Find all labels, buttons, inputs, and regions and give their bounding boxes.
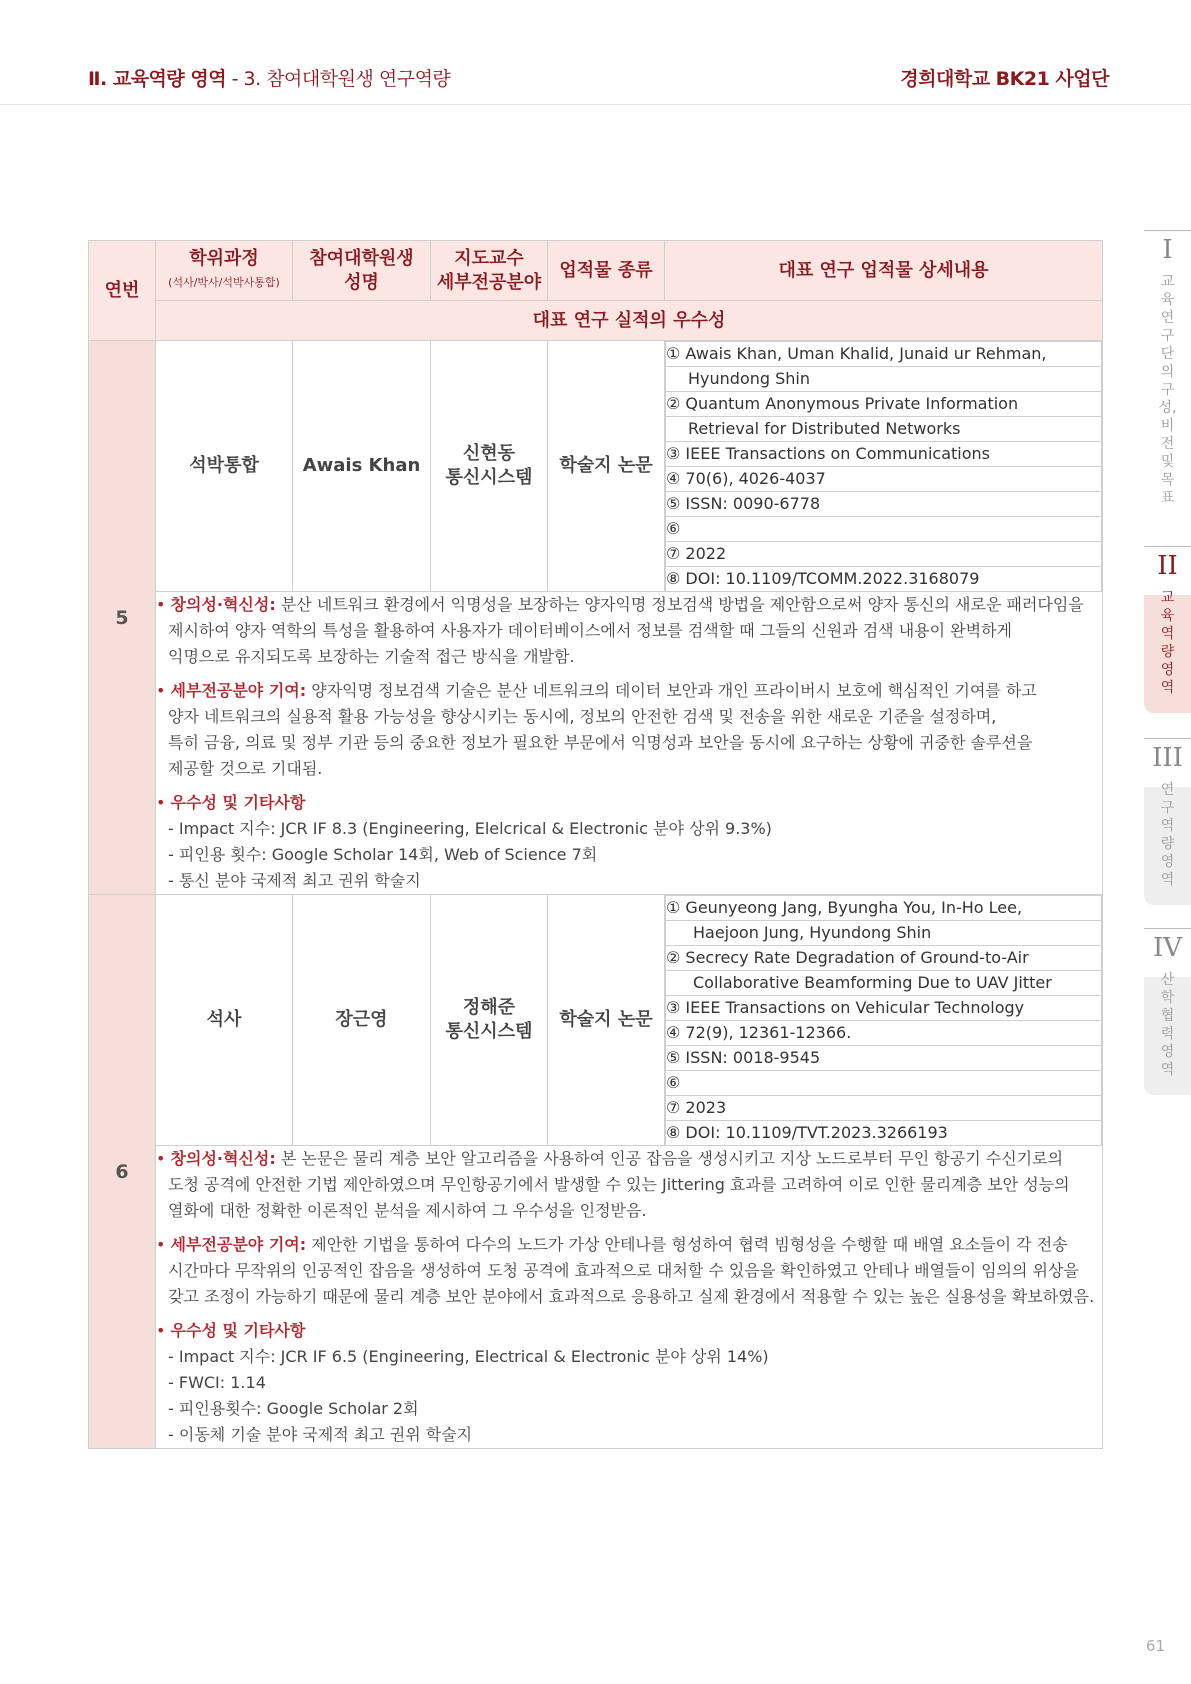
detail-item: ⑧ DOI: 10.1109/TCOMM.2022.3168079 <box>666 567 1102 592</box>
type-cell: 학술지 논문 <box>548 341 665 592</box>
row-number: 6 <box>89 895 156 1449</box>
detail-item: ③ IEEE Transactions on Communications <box>666 442 1102 467</box>
detail-item: Collaborative Beamforming Due to UAV Jitter <box>666 971 1102 996</box>
contribution-paragraph: • 세부전공분야 기여: 제안한 기법을 통하여 다수의 노드가 가상 안테나를 형성하여 협력 빔형성을 수행할 때 배열 요소들이 각 전송 시간마다 무작위의 인공적인 잡음을 생성하여 도청 공격에 효과적으로 대처할 수 있음을 확인하였고 안테나 배열들이 임의의 위상을 갖고 조정이 가능하기 때문에 물리 계층 보안 분야에서 효과적으로 응용하고 실제 환경에서 적용할 수 있는 높은 실용성을 확보하였음. <box>156 1235 1095 1306</box>
etc-paragraph: • 우수성 및 기타사항 - Impact 지수: JCR IF 8.3 (Engineering, Elelcrical & Electronic 분야 상위 9.3%) - 피인용 횟수: Google Scholar 14회, Web of Science 7회 - 통신 분야 국제적 최고 권위 학술지 <box>156 793 772 890</box>
col-header-type: 업적물 종류 <box>548 241 665 301</box>
col-header-advisor: 지도교수 세부전공분야 <box>431 241 548 301</box>
creativity-paragraph: • 창의성·혁신성: 분산 네트워크 환경에서 익명성을 보장하는 양자익명 정보검색 방법을 제안함으로써 양자 통신의 새로운 패러다임을 제시하여 양자 역학의 특성을 활용하여 사용자가 데이터베이스에서 정보를 검색할 때 그들의 신원과 검색 내용이 완벽하게 익명으로 유지되도록 보장하는 기술적 접근 방식을 개발함. <box>156 595 1084 666</box>
detail-item: ⑦ 2022 <box>666 542 1102 567</box>
detail-item: ② Quantum Anonymous Private Information <box>666 392 1102 417</box>
detail-item: ④ 70(6), 4026-4037 <box>666 467 1102 492</box>
contribution-paragraph: • 세부전공분야 기여: 양자익명 정보검색 기술은 분산 네트워크의 데이터 보안과 개인 프라이버시 보호에 핵심적인 기여를 하고 양자 네트워크의 실용적 활용 가능성을 향상시키는 동시에, 정보의 안전한 검색 및 전송을 위한 새로운 기준을 설정하며, 특히 금융, 의료 및 정부 기관 등의 중요한 정보가 필요한 부문에서 익명성과 보안을 동시에 요구하는 상황에 귀중한 솔루션을 제공할 것으로 기대됨. <box>156 681 1037 778</box>
section-title: Ⅱ. 교육역량 영역 - 3. 참여대학원생 연구역량 <box>88 68 451 90</box>
row-number: 5 <box>89 341 156 895</box>
type-cell: 학술지 논문 <box>548 895 665 1146</box>
etc-paragraph: • 우수성 및 기타사항 - Impact 지수: JCR IF 6.5 (Engineering, Electrical & Electronic 분야 상위 14%) - FWCI: 1.14 - 피인용횟수: Google Scholar 2회 - 이동체 기술 분야 국제적 최고 권위 학술지 <box>156 1321 769 1444</box>
detail-item: ⑥ <box>666 1071 1102 1096</box>
detail-item: ① Awais Khan, Uman Khalid, Junaid ur Rehman, <box>666 342 1102 367</box>
advisor-cell: 정해준 통신시스템 <box>431 895 548 1146</box>
detail-item: Haejoon Jung, Hyundong Shin <box>666 921 1102 946</box>
header-divider <box>0 104 1191 105</box>
creativity-paragraph: • 창의성·혁신성: 본 논문은 물리 계층 보안 알고리즘을 사용하여 인공 잡음을 생성시키고 지상 노드로부터 무인 항공기 수신기로의 도청 공격에 안전한 기법 제안하였으며 무인항공기에서 발생할 수 있는 Jittering 효과를 고려하여 이로 인한 물리계층 보안 성능의 열화에 대한 정확한 이론적인 분석을 제시하여 그 우수성을 인정받음. <box>156 1149 1070 1220</box>
page-number: 61 <box>1145 1637 1165 1655</box>
col-header-detail: 대표 연구 업적물 상세내용 <box>665 241 1103 301</box>
detail-item: ④ 72(9), 12361-12366. <box>666 1021 1102 1046</box>
col-header-degree: 학위과정 (석사/박사/석박사통합) <box>156 241 293 301</box>
col-header-student: 참여대학원생 성명 <box>293 241 431 301</box>
degree-cell: 석사 <box>156 895 293 1146</box>
organization-title: 경희대학교 BK21 사업단 <box>900 68 1109 90</box>
side-tab-4[interactable]: IV 산학협력 영역 <box>1144 928 1191 1095</box>
advisor-cell: 신현동 통신시스템 <box>431 341 548 592</box>
detail-item: ⑤ ISSN: 0018-9545 <box>666 1046 1102 1071</box>
detail-item: Hyundong Shin <box>666 367 1102 392</box>
detail-item: ⑤ ISSN: 0090-6778 <box>666 492 1102 517</box>
detail-item: ⑧ DOI: 10.1109/TVT.2023.3266193 <box>666 1121 1102 1146</box>
detail-item: Retrieval for Distributed Networks <box>666 417 1102 442</box>
detail-item: ⑥ <box>666 517 1102 542</box>
excellence-cell <box>156 592 1103 895</box>
detail-list <box>665 341 1102 591</box>
detail-item: ③ IEEE Transactions on Vehicular Technology <box>666 996 1102 1021</box>
side-tab-2[interactable]: II 교육역량 영역 <box>1144 546 1191 713</box>
detail-list <box>665 895 1102 1145</box>
degree-cell: 석박통합 <box>156 341 293 592</box>
excellence-cell <box>156 1146 1103 1449</box>
side-tab-3[interactable]: III 연구역량 영역 <box>1144 738 1191 905</box>
student-cell: Awais Khan <box>293 341 431 592</box>
col-header-excellence: 대표 연구 실적의 우수성 <box>156 301 1103 341</box>
achievements-table <box>88 240 1103 1449</box>
side-tab-1[interactable]: I 교육연구단의 구성, 비전 및 목표 <box>1144 230 1191 531</box>
col-header-num: 연번 <box>89 241 156 341</box>
student-cell: 장근영 <box>293 895 431 1146</box>
detail-item: ② Secrecy Rate Degradation of Ground-to-Air <box>666 946 1102 971</box>
detail-cell <box>665 895 1103 1146</box>
detail-item: ① Geunyeong Jang, Byungha You, In-Ho Lee, <box>666 896 1102 921</box>
detail-item: ⑦ 2023 <box>666 1096 1102 1121</box>
detail-cell <box>665 341 1103 592</box>
